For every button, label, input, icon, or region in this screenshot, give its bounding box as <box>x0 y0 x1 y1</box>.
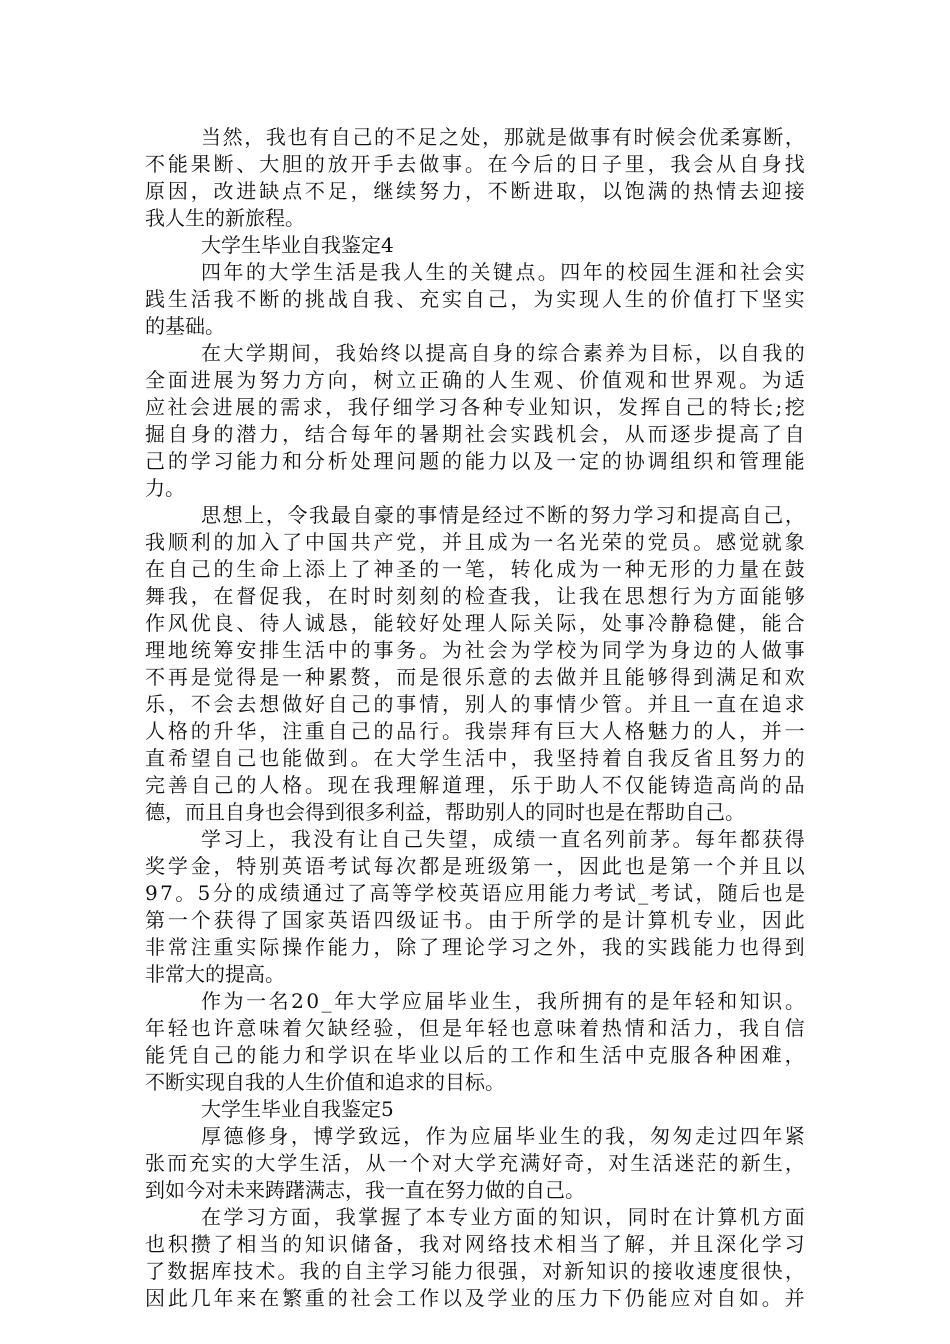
text-line: 不 再 是 觉 得 是 一 种 累 赘 ， 而 是 很 乐 意 的 去 做 并 且 能 够 得 到 满 足 和 欢 <box>145 665 805 689</box>
text-line: 9 7 。 5 分 的 成 绩 通 过 了 高 等 学 校 英 语 应 用 能 力 考 试 _ 考 试 ， 随 后 也 是 <box>145 881 805 905</box>
text-line: 力。 <box>145 476 185 500</box>
text-line: 不断实现自我的人生价值和追求的目标。 <box>145 1070 505 1094</box>
text-line: 能 凭 自 己 的 能 力 和 学 识 在 毕 业 以 后 的 工 作 和 生 活 中 克 服 各 种 困 难 ， <box>145 1043 805 1067</box>
text-line: 德，而且自身也会得到很多利益，帮助别人的同时也是在帮助自己。 <box>145 800 745 824</box>
document-body <box>145 124 805 1312</box>
text-line: 也 积 攒 了 相 当 的 知 识 储 备 ， 我 对 网 络 技 术 相 当 了 解 ， 并 且 深 化 学 习 <box>145 1232 805 1256</box>
text-line: 厚 德 修 身 ， 博 学 致 远 ， 作 为 应 届 毕 业 生 的 我 ， 匆 匆 走 过 四 年 紧 <box>201 1124 805 1148</box>
text-line: 作 风 优 良 、 待 人 诚 恳 ， 能 较 好 处 理 人 际 关 际 ， 处 事 冷 静 稳 健 ， 能 合 <box>145 611 805 635</box>
text-line: 奖 学 金 ， 特 别 英 语 考 试 每 次 都 是 班 级 第 一 ， 因 此 也 是 第 一 个 并 且 以 <box>145 854 805 878</box>
text-line: 直 希 望 自 己 也 能 做 到 。 在 大 学 生 活 中 ， 我 坚 持 着 自 我 反 省 且 努 力 的 <box>145 746 805 770</box>
text-line: 己 的 学 习 能 力 和 分 析 处 理 问 题 的 能 力 以 及 一 定 的 协 调 组 织 和 管 理 能 <box>145 449 805 473</box>
text-line: 张 而 充 实 的 大 学 生 活 ， 从 一 个 对 大 学 充 满 好 奇 ， 对 生 活 迷 茫 的 新 生 ， <box>145 1151 805 1175</box>
text-line: 人 格 的 升 华 ， 注 重 自 己 的 品 行 。 我 崇 拜 有 巨 大 人 格 魅 力 的 人 ， 并 一 <box>145 719 805 743</box>
text-line: 大学生毕业自我鉴定4 <box>201 233 394 257</box>
text-line: 全 面 进 展 为 努 力 方 向 ， 树 立 正 确 的 人 生 观 、 价 值 观 和 世 界 观 。 为 适 <box>145 368 805 392</box>
text-line: 理 地 统 筹 安 排 生 活 中 的 事 务 。 为 社 会 为 学 校 为 同 学 为 身 边 的 人 做 事 <box>145 638 805 662</box>
text-line: 大学生毕业自我鉴定5 <box>201 1097 394 1121</box>
text-line: 舞 我 ， 在 督 促 我 ， 在 时 时 刻 刻 的 检 查 我 ， 让 我 在 思 想 行 为 方 面 能 够 <box>145 584 805 608</box>
text-line: 完 善 自 己 的 人 格 。 现 在 我 理 解 道 理 ， 乐 于 助 人 不 仅 能 铸 造 高 尚 的 品 <box>145 773 805 797</box>
text-line: 我 顺 利 的 加 入 了 中 国 共 产 党 ， 并 且 成 为 一 名 光 荣 的 党 员 。 感 觉 就 象 <box>145 530 805 554</box>
text-line: 原 因 ， 改 进 缺 点 不 足 ， 继 续 努 力 ， 不 断 进 取 ， 以 饱 满 的 热 情 去 迎 接 <box>145 179 805 203</box>
text-line: 践 生 活 我 不 断 的 挑 战 自 我 、 充 实 自 己 ， 为 实 现 人 生 的 价 值 打 下 坚 实 <box>145 287 805 311</box>
text-line: 乐 ， 不 会 去 想 做 好 自 己 的 事 情 ， 别 人 的 事 情 少 管 。 并 且 一 直 在 追 求 <box>145 692 805 716</box>
text-line: 第 一 个 获 得 了 国 家 英 语 四 级 证 书 。 由 于 所 学 的 是 计 算 机 专 业 ， 因 此 <box>145 908 805 932</box>
text-line: 不 能 果 断 、 大 胆 的 放 开 手 去 做 事 。 在 今 后 的 日 子 里 ， 我 会 从 自 身 找 <box>145 152 805 176</box>
text-line: 在 学 习 方 面 ， 我 掌 握 了 本 专 业 方 面 的 知 识 ， 同 时 在 计 算 机 方 面 <box>201 1205 805 1229</box>
text-line: 非 常 注 重 实 际 操 作 能 力 ， 除 了 理 论 学 习 之 外 ， 我 的 实 践 能 力 也 得 到 <box>145 935 805 959</box>
text-line: 因 此 几 年 来 在 繁 重 的 社 会 工 作 以 及 学 业 的 压 力 下 仍 能 应 对 自 如 。 并 <box>145 1286 805 1310</box>
text-line: 在 大 学 期 间 ， 我 始 终 以 提 高 自 身 的 综 合 素 养 为 目 标 ， 以 自 我 的 <box>201 341 805 365</box>
text-line: 到如今对未来踌躇满志，我一直在努力做的自己。 <box>145 1178 585 1202</box>
text-line: 掘 自 身 的 潜 力 ， 结 合 每 年 的 暑 期 社 会 实 践 机 会 ， 从 而 逐 步 提 高 了 自 <box>145 422 805 446</box>
text-line: 学 习 上 ， 我 没 有 让 自 己 失 望 ， 成 绩 一 直 名 列 前 茅 。 每 年 都 获 得 <box>201 827 805 851</box>
text-line: 当 然 ， 我 也 有 自 己 的 不 足 之 处 ， 那 就 是 做 事 有 时 候 会 优 柔 寡 断 ， <box>201 125 805 149</box>
text-line: 四 年 的 大 学 生 活 是 我 人 生 的 关 键 点 。 四 年 的 校 园 生 涯 和 社 会 实 <box>201 260 805 284</box>
text-line: 思 想 上 ， 令 我 最 自 豪 的 事 情 是 经 过 不 断 的 努 力 学 习 和 提 高 自 己 ， <box>201 503 805 527</box>
text-line: 我人生的新旅程。 <box>145 206 305 230</box>
text-line: 了 数 据 库 技 术 。 我 的 自 主 学 习 能 力 很 强 ， 对 新 知 识 的 接 收 速 度 很 快 ， <box>145 1259 805 1283</box>
text-line: 的基础。 <box>145 314 225 338</box>
text-line: 在 自 己 的 生 命 上 添 上 了 神 圣 的 一 笔 ， 转 化 成 为 一 种 无 形 的 力 量 在 鼓 <box>145 557 805 581</box>
text-line: 非常大的提高。 <box>145 962 285 986</box>
text-line: 应 社 会 进 展 的 需 求 ， 我 仔 细 学 习 各 种 专 业 知 识 ， 发 挥 自 己 的 特 长 ; 挖 <box>145 395 805 419</box>
text-line: 作 为 一 名 2 0 _ 年 大 学 应 届 毕 业 生 ， 我 所 拥 有 的 是 年 轻 和 知 识 。 <box>201 989 805 1013</box>
text-line: 年 轻 也 许 意 味 着 欠 缺 经 验 ， 但 是 年 轻 也 意 味 着 热 情 和 活 力 ， 我 自 信 <box>145 1016 805 1040</box>
